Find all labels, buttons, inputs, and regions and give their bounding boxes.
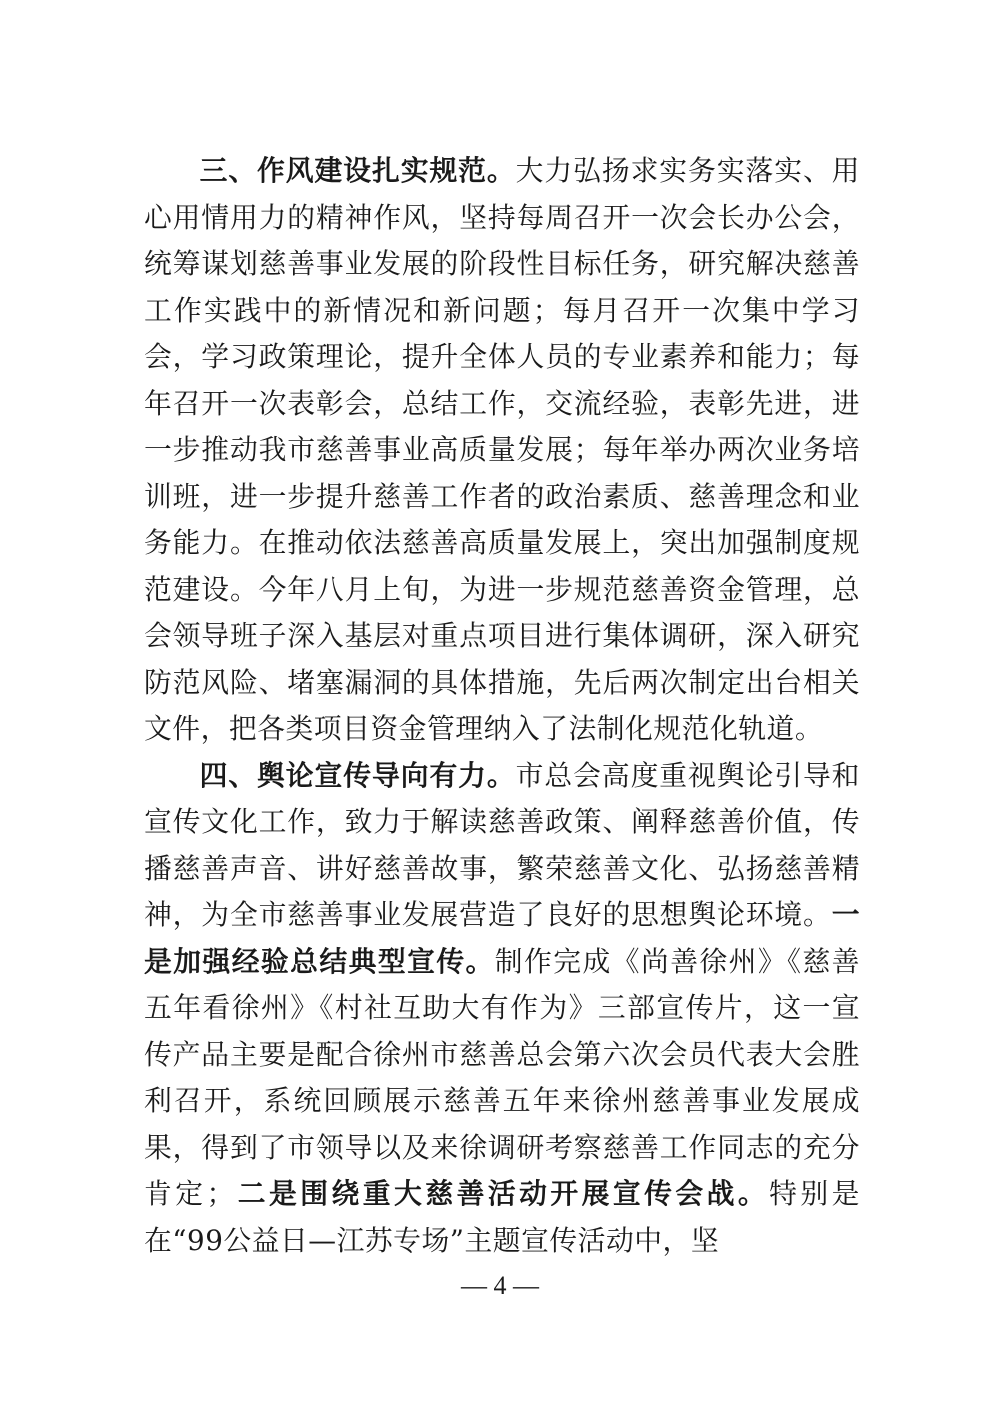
- paragraph-text: 市总会高度重视舆论引导和宣传文化工作，致力于解读慈善政策、阐释慈善价值，传播慈善声音、讲好慈善故事，繁荣慈善文化、弘扬慈善精神，为全市慈善事业发展营造了良好的思想舆论环境。: [144, 758, 860, 931]
- heading-work-style: 三、作风建设扎实规范。: [199, 154, 516, 187]
- body-text: [144, 148, 860, 1264]
- page-number: — 4 —: [461, 1271, 539, 1300]
- heading-publicity: 四、舆论宣传导向有力。: [199, 758, 516, 792]
- paragraph-text: 特别是在“99公益日—江苏专场”主题宣传活动中，坚: [144, 1177, 860, 1257]
- paragraph-publicity: [144, 753, 860, 1265]
- paragraph-text: 制作完成《尚善徐州》《慈善五年看徐州》《村社互助大有作为》三部宣传片，这一宣传产品主要是配合徐州市慈善总会第六次会员代表大会胜利召开，系统回顾展示慈善五年来徐州慈善事业发展成果，得到了市领导以及来徐调研考察慈善工作同志的充分肯定；: [144, 944, 860, 1210]
- point-two-heading: 二是围绕重大慈善活动开展宣传会战。: [234, 1177, 770, 1210]
- paragraph-work-style: [144, 148, 860, 753]
- point-one-heading: 一是加强经验总结典型宣传。: [144, 898, 860, 978]
- paragraph-text: 大力弘扬求实务实落实、用心用情用力的精神作风，坚持每周召开一次会长办公会，统筹谋划慈善事业发展的阶段性目标任务，研究解决慈善工作实践中的新情况和新问题；每月召开一次集中学习会，学习政策理论，提升全体人员的专业素养和能力；每年召开一次表彰会，总结工作，交流经验，表彰先进，进一步推动我市慈善事业高质量发展；每年举办两次业务培训班，进一步提升慈善工作者的政治素质、慈善理念和业务能力。在推动依法慈善高质量发展上，突出加强制度规范建设。今年八月上旬，为进一步规范慈善资金管理，总会领导班子深入基层对重点项目进行集体调研，深入研究防范风险、堵塞漏洞的具体措施，先后两次制定出台相关文件，把各类项目资金管理纳入了法制化规范化轨道。: [144, 154, 860, 745]
